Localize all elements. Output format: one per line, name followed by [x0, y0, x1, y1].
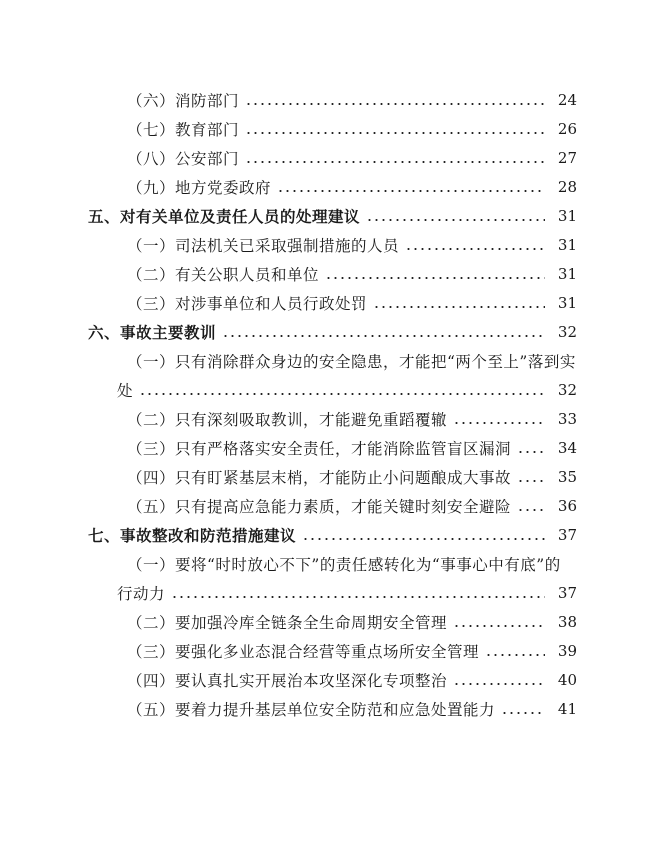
toc-page-number: 41: [557, 699, 577, 718]
toc-page-number: 36: [557, 496, 577, 515]
dot-leader: [453, 682, 545, 686]
toc-entry-title: （二）只有深刻吸取教训，才能避免重蹈覆辙: [127, 410, 448, 429]
toc-entry[interactable]: [0, 665, 654, 694]
dot-leader: [245, 102, 545, 106]
toc-entry[interactable]: [0, 85, 654, 114]
dot-leader: [325, 276, 545, 280]
toc-entry[interactable]: [0, 607, 654, 636]
toc-page-number: 39: [557, 641, 577, 660]
toc-entry[interactable]: [0, 549, 654, 607]
toc-entry[interactable]: [0, 462, 654, 491]
dot-leader: [171, 595, 545, 599]
toc-chapter-entry[interactable]: [0, 520, 654, 549]
toc-entry-title: （九）地方党委政府: [127, 178, 272, 197]
toc-entry-title: （五）只有提高应急能力素质，才能关键时刻安全避险: [127, 497, 512, 516]
toc-page-number: 27: [557, 148, 577, 167]
toc-entry-title: （一）要将“时时放心不下”的责任感转化为“事事心中有底”的: [127, 555, 561, 574]
dot-leader: [453, 421, 545, 425]
table-of-contents: [0, 85, 654, 723]
toc-page-number: 38: [557, 612, 577, 631]
dot-leader: [405, 247, 545, 251]
dot-leader: [366, 218, 545, 222]
dot-leader: [245, 131, 545, 135]
toc-page-number: 32: [557, 380, 577, 399]
toc-entry-title: （八）公安部门: [127, 149, 240, 168]
toc-page-number: 28: [557, 177, 577, 196]
toc-page-number: 31: [557, 293, 577, 312]
toc-entry[interactable]: [0, 346, 654, 404]
dot-leader: [453, 624, 545, 628]
toc-entry[interactable]: [0, 172, 654, 201]
toc-entry[interactable]: [0, 259, 654, 288]
toc-entry-title: （四）只有盯紧基层末梢，才能防止小问题酿成大事故: [127, 468, 512, 487]
toc-entry[interactable]: [0, 230, 654, 259]
toc-entry[interactable]: [0, 636, 654, 665]
toc-entry-title: （三）对涉事单位和人员行政处罚: [127, 294, 368, 313]
toc-entry-title-continued: 处: [117, 381, 134, 400]
dot-leader: [277, 189, 545, 193]
toc-page-number: 24: [557, 90, 577, 109]
toc-entry-title: （一）只有消除群众身边的安全隐患，才能把“两个至上”落到实: [127, 352, 576, 371]
dot-leader: [222, 334, 545, 338]
toc-page-number: 26: [557, 119, 577, 138]
toc-entry-title: （四）要认真扎实开展治本攻坚深化专项整治: [127, 671, 448, 690]
toc-page-number: 37: [557, 525, 577, 544]
toc-entry[interactable]: [0, 491, 654, 520]
toc-entry[interactable]: [0, 433, 654, 462]
dot-leader: [485, 653, 545, 657]
dot-leader: [517, 450, 545, 454]
toc-entry-title: （三）要强化多业态混合经营等重点场所安全管理: [127, 642, 480, 661]
toc-entry-title: （七）教育部门: [127, 120, 240, 139]
toc-chapter-entry[interactable]: [0, 317, 654, 346]
toc-page-number: 31: [557, 235, 577, 254]
toc-entry-title: （三）只有严格落实安全责任，才能消除监管盲区漏洞: [127, 439, 512, 458]
toc-entry-title: （二）要加强冷库全链条全生命周期安全管理: [127, 613, 448, 632]
toc-entry[interactable]: [0, 288, 654, 317]
dot-leader: [501, 711, 545, 715]
toc-entry-title: （五）要着力提升基层单位安全防范和应急处置能力: [127, 700, 496, 719]
toc-chapter-title: 七、事故整改和防范措施建议: [88, 526, 297, 545]
dot-leader: [373, 305, 545, 309]
toc-chapter-entry[interactable]: [0, 201, 654, 230]
toc-page-number: 31: [557, 264, 577, 283]
dot-leader: [302, 537, 545, 541]
toc-page-number: 33: [557, 409, 577, 428]
toc-page-number: 34: [557, 438, 577, 457]
toc-entry-title-continued: 行动力: [117, 584, 166, 603]
toc-chapter-title: 五、对有关单位及责任人员的处理建议: [88, 207, 361, 226]
toc-entry[interactable]: [0, 404, 654, 433]
toc-page-number: 40: [557, 670, 577, 689]
dot-leader: [517, 479, 545, 483]
dot-leader: [517, 508, 545, 512]
toc-entry-title: （二）有关公职人员和单位: [127, 265, 320, 284]
toc-page-number: 32: [557, 322, 577, 341]
dot-leader: [245, 160, 545, 164]
toc-entry[interactable]: [0, 143, 654, 172]
toc-page-number: 31: [557, 206, 577, 225]
toc-entry-title: （六）消防部门: [127, 91, 240, 110]
toc-chapter-title: 六、事故主要教训: [88, 323, 217, 342]
toc-page-number: 35: [557, 467, 577, 486]
toc-page-number: 37: [557, 583, 577, 602]
toc-entry-title: （一）司法机关已采取强制措施的人员: [127, 236, 400, 255]
toc-entry[interactable]: [0, 694, 654, 723]
toc-entry[interactable]: [0, 114, 654, 143]
dot-leader: [139, 392, 545, 396]
